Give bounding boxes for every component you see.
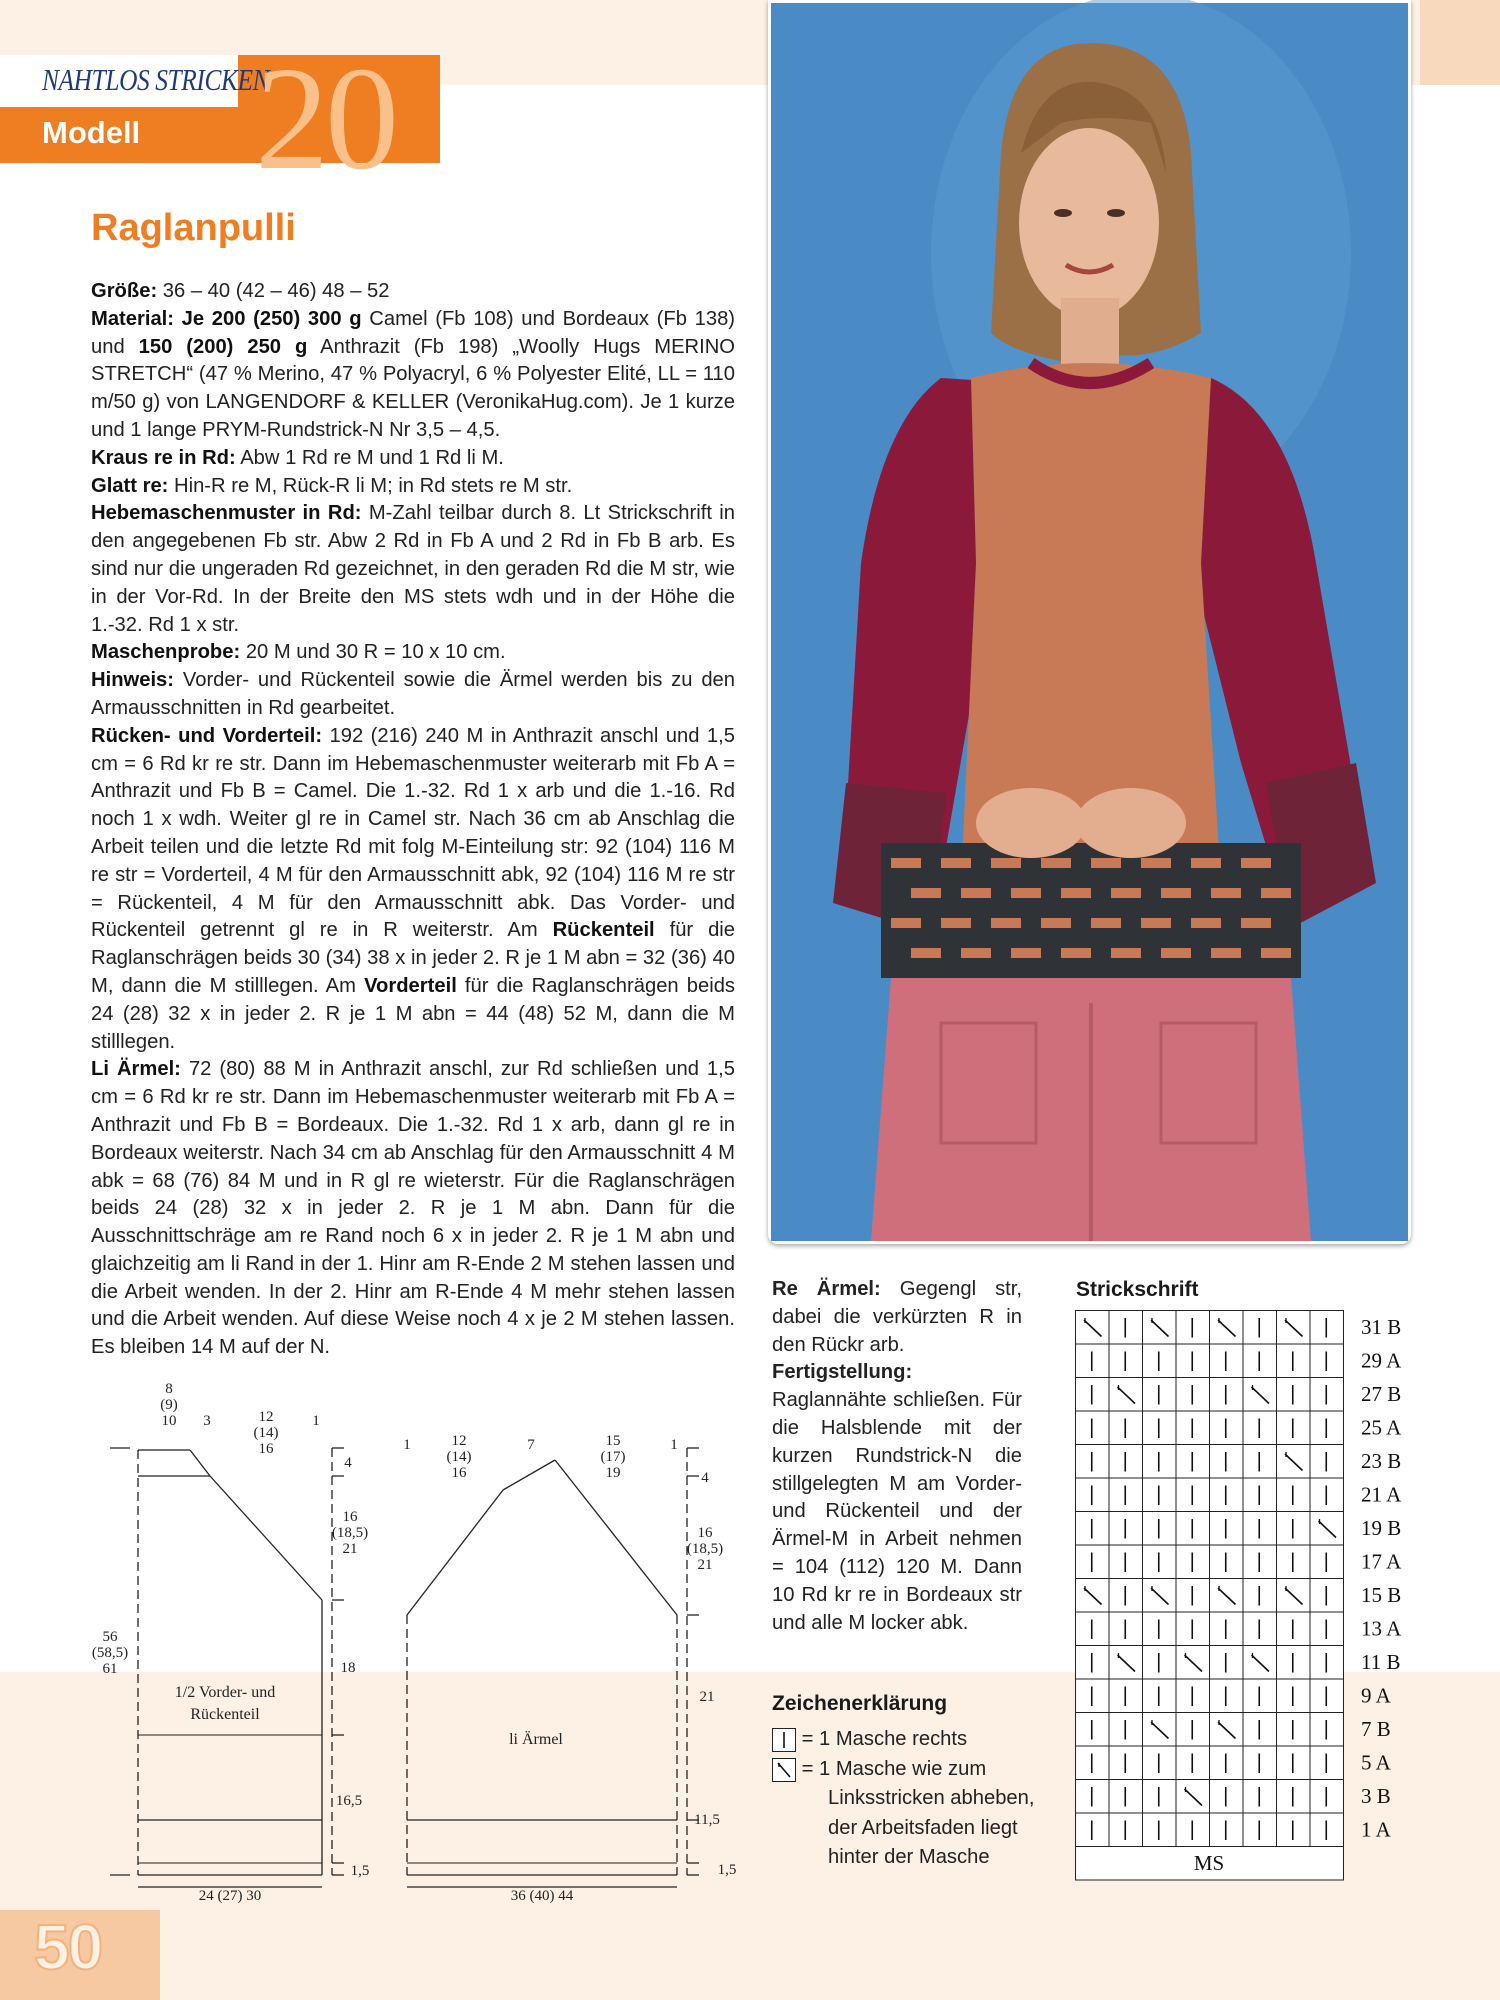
sleeve-top-left-1: 12	[451, 1433, 467, 1449]
chart-row-label: 19 B	[1361, 1515, 1402, 1540]
sleeve-top-right-3: 19	[605, 1465, 621, 1481]
hebemaschen-paragraph: Hebemaschenmuster in Rd: M-Zahl teilbar durch 8. Lt Strickschrift in den angegebenen Fb str. Abw 2 Rd in Fb A und 2 Rd in Fb B arb. Es sind nur die ungeraden Rd gezeichnet, in den geraden Rd die M str, wie in der Vor-Rd. In der Breite den MS stets wdh und in der Höhe die 1.-32. Rd 1 x str.	[91, 502, 735, 636]
sleeve-height-1-5: 1,5	[717, 1862, 737, 1878]
body-label-2: Rückenteil	[190, 1706, 260, 1723]
note-paragraph: Hinweis: Vorder- und Rückenteil sowie die Ärmel werden bis zu den Armausschnitten in Rd gearbeitet.	[91, 669, 735, 719]
pattern-title: Raglanpulli	[91, 207, 296, 249]
sleeve-raglan-height-3: 21	[697, 1557, 713, 1573]
sleeve-schematic	[395, 1375, 735, 1915]
size-paragraph: Größe: 36 – 40 (42 – 46) 48 – 52	[91, 280, 390, 302]
chart-row-label: 17 A	[1361, 1549, 1402, 1574]
sleeve-height-11-5: 11,5	[694, 1812, 720, 1828]
body-raglan-height-1: 16	[342, 1509, 358, 1525]
sleeve-raglan-height-2: (18,5)	[686, 1541, 724, 1557]
legend-item-slip-line4: hinter der Masche	[828, 1846, 990, 1868]
sleeve-top-one-right: 1	[670, 1437, 678, 1453]
legend-item-slip: = 1 Masche wie zum	[772, 1755, 986, 1783]
sleeve-bottom-width: 36 (40) 44	[510, 1888, 574, 1904]
body-top-right-1: 12	[258, 1409, 274, 1425]
sleeve-top-right-1: 15	[605, 1433, 621, 1449]
top-right-tint	[1420, 0, 1500, 85]
page-number: 50	[34, 1911, 102, 1983]
kraus-paragraph: Kraus re in Rd: Abw 1 Rd re M und 1 Rd li M.	[91, 446, 504, 469]
legend-item-slip-line3: der Arbeitsfaden liegt	[828, 1817, 1018, 1839]
body-top-width-2: (9)	[160, 1397, 178, 1413]
body-total-height-1: 56	[102, 1629, 118, 1645]
chart-row-label: 25 A	[1361, 1415, 1402, 1440]
slip-stitch-icon	[772, 1758, 796, 1782]
chart-row-label: 29 A	[1361, 1348, 1402, 1373]
modell-label: Modell	[42, 115, 141, 150]
material-paragraph: Material: Je 200 (250) 300 g Camel (Fb 108) und Bordeaux (Fb 138) und 150 (200) 250 g Anthrazit (Fb 198) „Woolly Hugs MERINO STRETCH“ (47 % Merino, 47 % Polyacryl, 6 % Polyester Elité, LL = 110 m/50 g) von LANGENDORF & KELLER (VeronikaHug.com). Je 1 kurze und 1 lange PRYM-Rundstrick-N Nr 3,5 – 4,5.	[91, 307, 736, 441]
glatt-paragraph: Glatt re: Hin-R re M, Rück-R li M; in Rd stets re M str.	[91, 474, 573, 497]
chart-row-label: 31 B	[1361, 1314, 1402, 1339]
sleeve-top-one-left: 1	[403, 1437, 411, 1453]
body-top-width-3: 10	[161, 1413, 177, 1429]
chart-row-label: 13 A	[1361, 1616, 1402, 1641]
chart-title: Strickschrift	[1076, 1278, 1199, 1301]
knitting-chart	[1075, 1310, 1402, 1912]
body-raglan-height-2: (18,5)	[331, 1525, 369, 1541]
chart-row-label: 23 B	[1361, 1448, 1402, 1473]
legend-item-slip-line2: Linksstricken abheben,	[828, 1787, 1035, 1809]
right-sleeve-paragraph: Re Ärmel: Gegengl str, dabei die verkürzten R in den Rückr arb.	[772, 1278, 1022, 1356]
knit-stitch-icon	[772, 1728, 796, 1752]
body-height-18: 18	[340, 1660, 356, 1676]
series-label: NAHTLOS STRICKEN	[42, 62, 270, 97]
sleeve-top-mid: 7	[527, 1437, 535, 1453]
sleeve-label: li Ärmel	[509, 1731, 563, 1748]
chart-row-label: 15 B	[1361, 1582, 1402, 1607]
legend-title: Zeichenerklärung	[772, 1692, 948, 1715]
chart-footer-label: MS	[1193, 1850, 1225, 1875]
body-top-right-3: 16	[258, 1441, 274, 1457]
gauge-paragraph: Maschenprobe: 20 M und 30 R = 10 x 10 cm.	[91, 641, 506, 664]
body-raglan-height-3: 21	[342, 1541, 358, 1557]
finishing-instructions	[772, 1276, 1022, 1637]
body-top-right-2: (14)	[253, 1425, 279, 1441]
sleeve-height-21: 21	[699, 1689, 715, 1705]
body-top-one: 1	[312, 1413, 320, 1429]
chart-row-label: 1 A	[1361, 1817, 1391, 1842]
body-paragraph: Rücken- und Vorderteil: 192 (216) 240 M in Anthrazit anschl und 1,5 cm = 6 Rd kr re str. Dann im Hebemaschenmuster weiterarb mit Fb A = Anthrazit und Fb B = Camel. Die 1.-32. Rd 1 x arb und die 1.-16. Rd noch 1 x wdh. Weiter gl re in Camel str. Nach 36 cm ab Anschlag die Arbeit teilen und die letzte Rd mit folg M-Einteilung str: 92 (104) 116 M re str = Vorderteil, 4 M für den Armausschnitt abk, 92 (104) 116 M re str = Rückenteil, 4 M für den Armausschnitt abk. Das Vorder- und Rückenteil getrennt gl re in R weiterstr. Am Rückenteil für die Raglanschrägen beids 30 (34) 38 x in jeder 2. R je 1 M abn = 32 (36) 40 M, dann die M stilllegen. Am Vorderteil für die Raglanschrägen beids 24 (28) 32 x in jeder 2. R je 1 M abn = 44 (48) 52 M, dann die M stilllegen.	[91, 724, 736, 1053]
body-top-width-1: 8	[165, 1381, 173, 1397]
modell-number: 20	[255, 37, 395, 201]
pattern-instructions	[91, 278, 735, 1362]
sweater-model-illustration	[771, 3, 1408, 1241]
sleeve-raglan-height-1: 16	[697, 1525, 713, 1541]
finishing-paragraph: Fertigstellung: Raglannähte schließen. Für die Halsblende mit der kurzen Rundstrick-N die stillgelegten M am Vorder- und Rückenteil und der Ärmel-M in Arbeit nehmen = 104 (112) 120 M. Dann 10 Rd kr re in Bordeaux str und alle M locker abk.	[772, 1361, 1022, 1634]
body-height-4: 4	[344, 1455, 352, 1471]
body-label-1: 1/2 Vorder- und	[174, 1684, 276, 1701]
left-sleeve-paragraph: Li Ärmel: 72 (80) 88 M in Anthrazit anschl, zur Rd schließen und 1,5 cm = 6 Rd kr re str. Dann im Hebemaschenmuster weiterarb mit Fb A = Anthrazit und Fb B = Bordeaux. Die 1.-32. Rd 1 x arb, dann gl re in Bordeaux weiterstr. Nach 34 cm ab Anschlag für den Armausschnitt 4 M abk = 68 (76) 84 M und in R gl re wieterstr. Für die Raglanschrägen beids 24 (28) 32 x in jeder 2. R je 1 M abn. Dann für die Ausschnittschräge am re Rand noch 6 x in jeder 2. R je 1 M abn und glaichzeitig am li Rand in der 1. Hinr am R-Ende 2 M stehen lassen und die Arbeit wenden. In der 2. Hinr am R-Ende 4 M mehr stehen lassen und die Arbeit wenden. Auf diese Weise noch 4 x je 2 M stehen lassen. Es bleiben 14 M auf der N.	[91, 1058, 736, 1359]
body-total-height-3: 61	[102, 1661, 118, 1677]
chart-row-label: 7 B	[1361, 1716, 1391, 1741]
body-schematic	[70, 1375, 400, 1915]
sleeve-height-4: 4	[701, 1470, 709, 1486]
body-height-16-5: 16,5	[335, 1793, 363, 1809]
sleeve-top-left-2: (14)	[446, 1449, 472, 1465]
chart-row-label: 3 B	[1361, 1783, 1391, 1808]
chart-row-label: 11 B	[1361, 1649, 1401, 1674]
body-top-mid: 3	[203, 1413, 211, 1429]
legend-item-knit: = 1 Masche rechts	[772, 1725, 967, 1753]
sleeve-top-right-2: (17)	[600, 1449, 626, 1465]
chart-row-label: 5 A	[1361, 1750, 1391, 1775]
body-total-height-2: (58,5)	[91, 1645, 129, 1661]
chart-row-label: 21 A	[1361, 1482, 1402, 1507]
body-height-1-5: 1,5	[350, 1863, 370, 1879]
chart-row-label: 9 A	[1361, 1683, 1391, 1708]
body-bottom-width: 24 (27) 30	[198, 1888, 262, 1904]
model-photo	[768, 0, 1411, 1244]
sleeve-top-left-3: 16	[451, 1465, 467, 1481]
chart-row-label: 27 B	[1361, 1381, 1402, 1406]
